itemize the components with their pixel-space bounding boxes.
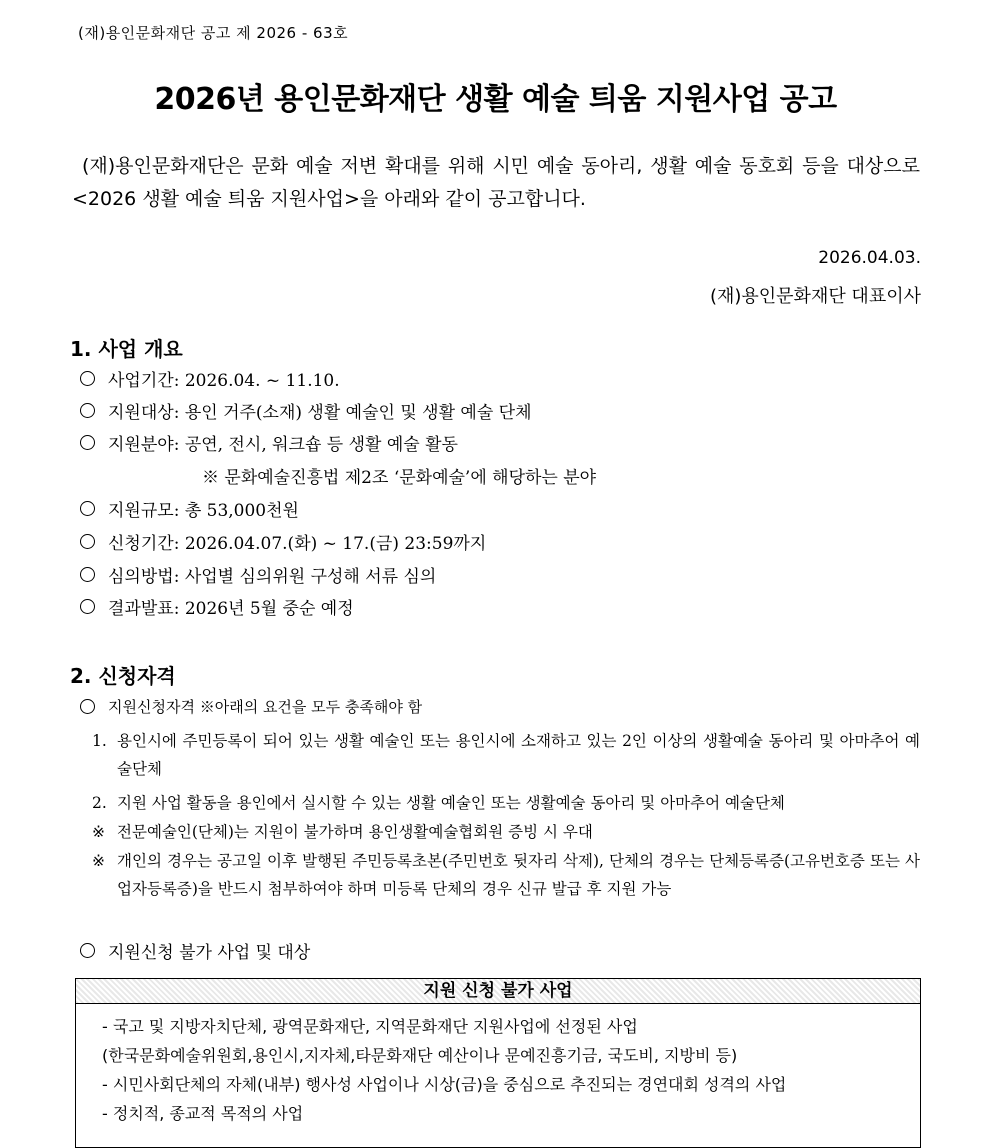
ineligible-row: - 시민사회단체의 자체(내부) 행사성 사업이나 시상(금)을 중심으로 추진되는 경연대회 성격의 사업 (102, 1075, 787, 1094)
ineligible-row: - 정치적, 종교적 목적의 사업 (102, 1104, 304, 1123)
circle-bullet-icon (80, 534, 95, 549)
circle-bullet-icon (80, 567, 95, 582)
overview-item-budget: 지원규모: 총 53,000천원 (80, 496, 299, 521)
eligibility-title: 지원신청자격 ※아래의 요건을 모두 충족해야 함 (80, 696, 422, 717)
page-title: 2026년 용인문화재단 생활 예술 틔움 지원사업 공고 (154, 82, 837, 117)
eligibility-item-1: 1. 용인시에 주민등록이 되어 있는 생활 예술인 또는 용인시에 소재하고 있는 2인 이상의 생활예술 동아리 및 아마추어 예술단체 (92, 732, 920, 778)
ineligible-table-body (76, 1004, 920, 1128)
ineligible-table (75, 978, 921, 1148)
eligibility-note-1: ※ 전문예술인(단체)는 지원이 불가하며 용인생활예술협회원 증빙 시 우대 (92, 823, 593, 841)
overview-item-field: 지원분야: 공연, 전시, 워크숍 등 생활 예술 활동 (80, 430, 458, 455)
circle-bullet-icon (80, 501, 95, 516)
section1-heading: 1. 사업 개요 (70, 337, 183, 361)
overview-item-application-period: 신청기간: 2026.04.07.(화) ~ 17.(금) 23:59까지 (80, 529, 486, 554)
circle-bullet-icon (80, 943, 95, 958)
eligibility-item-2: 2. 지원 사업 활동을 용인에서 실시할 수 있는 생활 예술인 또는 생활예술 동아리 및 아마추어 예술단체 (92, 794, 785, 812)
announcement-date: 2026.04.03. (818, 248, 921, 268)
overview-item-result: 결과발표: 2026년 5월 중순 예정 (80, 594, 354, 619)
circle-bullet-icon (80, 403, 95, 418)
circle-bullet-icon (80, 371, 95, 386)
intro-paragraph: (재)용인문화재단은 문화 예술 저변 확대를 위해 시민 예술 동아리, 생활 예술 동호회 등을 대상으로 <2026 생활 예술 틔움 지원사업>을 아래와 같이 공고합니다. (72, 155, 920, 210)
ineligible-row: - 국고 및 지방자치단체, 광역문화재단, 지역문화재단 지원사업에 선정된 사업 (102, 1017, 638, 1036)
ineligible-table-heading: 지원 신청 불가 사업 (76, 979, 920, 1004)
circle-bullet-icon (80, 599, 95, 614)
notice-number: (재)용인문화재단 공고 제 2026 - 63호 (78, 24, 349, 42)
issuer: (재)용인문화재단 대표이사 (709, 286, 921, 307)
overview-item-review-method: 심의방법: 사업별 심의위원 구성해 서류 심의 (80, 562, 436, 587)
circle-bullet-icon (80, 435, 95, 450)
section2-heading: 2. 신청자격 (70, 664, 176, 688)
circle-bullet-icon (80, 699, 95, 714)
eligibility-note-2: ※ 개인의 경우는 공고일 이후 발행된 주민등록초본(주민번호 뒷자리 삭제), 단체의 경우는 단체등록증(고유번호증 또는 사업자등록증)을 반드시 첨부하여야 하며 미등록 단체의 경우 신규 발급 후 지원 가능 (92, 852, 920, 898)
field-note: ※ 문화예술진흥법 제2조 ‘문화예술’에 해당하는 분야 (202, 468, 597, 488)
ineligible-row: (한국문화예술위원회,용인시,지자체,타문화재단 예산이나 문예진흥기금, 국도비, 지방비 등) (102, 1046, 738, 1065)
overview-item-target: 지원대상: 용인 거주(소재) 생활 예술인 및 생활 예술 단체 (80, 398, 532, 423)
ineligible-title: 지원신청 불가 사업 및 대상 (80, 938, 310, 963)
overview-item-period: 사업기간: 2026.04. ~ 11.10. (80, 366, 340, 391)
